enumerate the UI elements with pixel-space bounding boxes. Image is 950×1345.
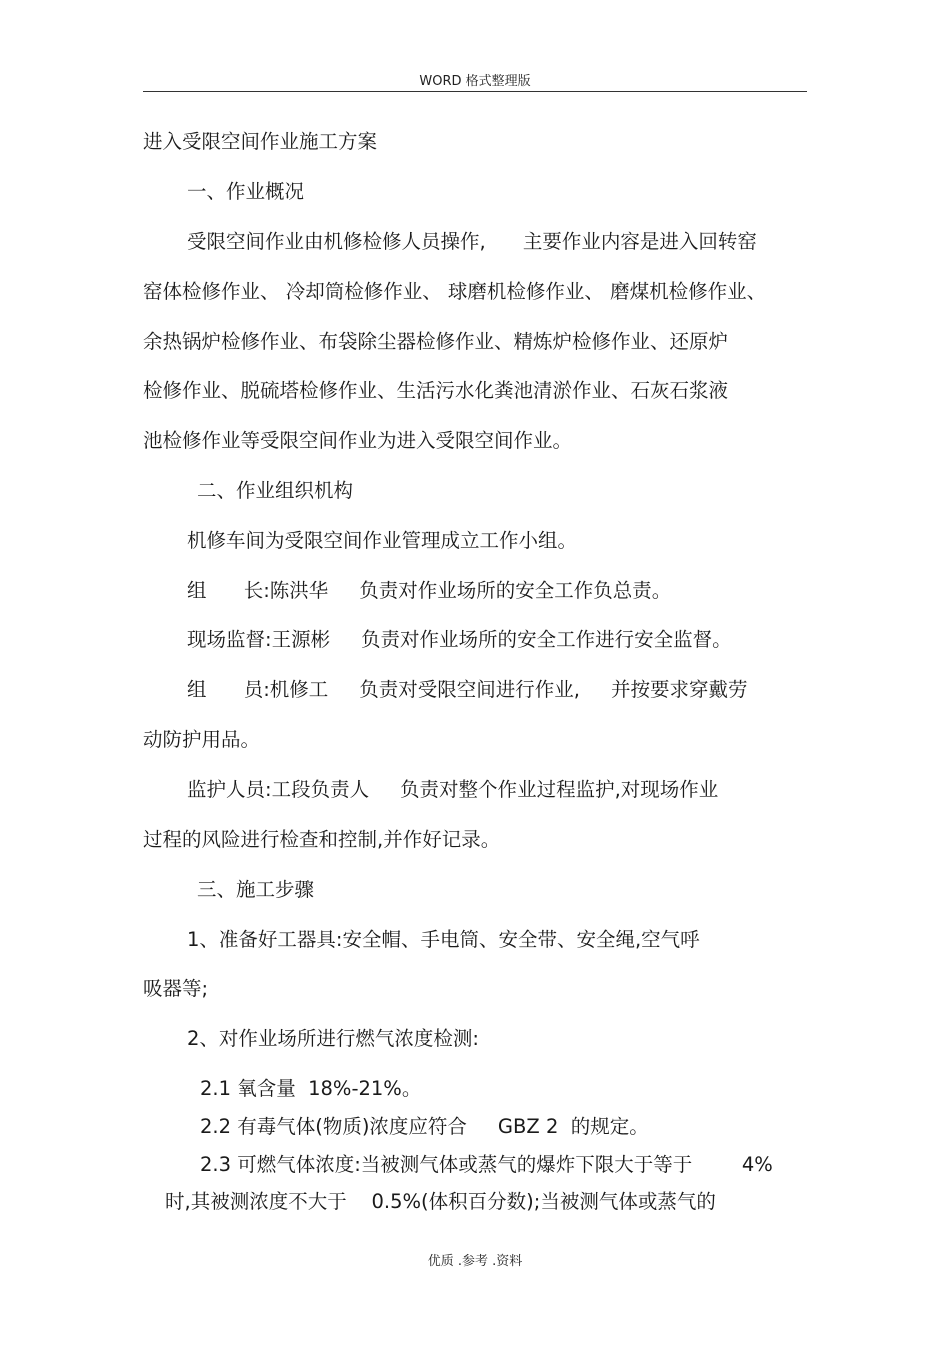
step-2: 2、对作业场所进行燃气浓度检测: — [187, 1027, 479, 1050]
step-2-3-cont: 时,其被测浓度不大于 0.5%(体积百分数);当被测气体或蒸气的 — [165, 1190, 716, 1213]
organization-intro: 机修车间为受限空间作业管理成立工作小组。 — [187, 529, 578, 552]
organization-monitor: 监护人员:工段负责人 负责对整个作业过程监护,对现场作业 — [187, 778, 719, 801]
organization-monitor-cont: 过程的风险进行检查和控制,并作好记录。 — [143, 828, 501, 851]
step-2-1: 2.1 氧含量 18%-21%。 — [200, 1077, 422, 1100]
organization-members: 组 员:机修工 负责对受限空间进行作业, 并按要求穿戴劳 — [187, 678, 748, 701]
organization-supervisor: 现场监督:王源彬 负责对作业场所的安全工作进行安全监督。 — [187, 628, 732, 651]
section-heading-steps: 三、施工步骤 — [197, 878, 315, 901]
organization-leader: 组 长:陈洪华 负责对作业场所的安全工作负总责。 — [187, 579, 672, 602]
step-2-3: 2.3 可燃气体浓度:当被测气体或蒸气的爆炸下限大于等于 4% — [200, 1153, 773, 1176]
section-heading-organization: 二、作业组织机构 — [197, 479, 354, 502]
step-2-2: 2.2 有毒气体(物质)浓度应符合 GBZ 2 的规定。 — [200, 1115, 649, 1138]
header-divider — [143, 91, 807, 92]
overview-line: 检修作业、脱硫塔检修作业、生活污水化粪池清淤作业、石灰石浆液 — [143, 379, 729, 402]
page-header: WORD 格式整理版 — [419, 74, 531, 89]
document-title: 进入受限空间作业施工方案 — [143, 130, 378, 153]
overview-line: 受限空间作业由机修检修人员操作, 主要作业内容是进入回转窑 — [187, 230, 757, 253]
step-1-cont: 吸器等; — [143, 977, 209, 1000]
organization-members-cont: 动防护用品。 — [143, 728, 261, 751]
page-footer: 优质 .参考 .资料 — [427, 1254, 523, 1269]
overview-line: 池检修作业等受限空间作业为进入受限空间作业。 — [143, 429, 573, 452]
step-1: 1、准备好工器具:安全帽、手电筒、安全带、安全绳,空气呼 — [187, 928, 700, 951]
overview-line: 窑体检修作业、 冷却筒检修作业、 球磨机检修作业、 磨煤机检修作业、 — [143, 280, 767, 303]
section-heading-overview: 一、作业概况 — [187, 180, 305, 203]
overview-line: 余热锅炉检修作业、布袋除尘器检修作业、精炼炉检修作业、还原炉 — [143, 330, 729, 353]
